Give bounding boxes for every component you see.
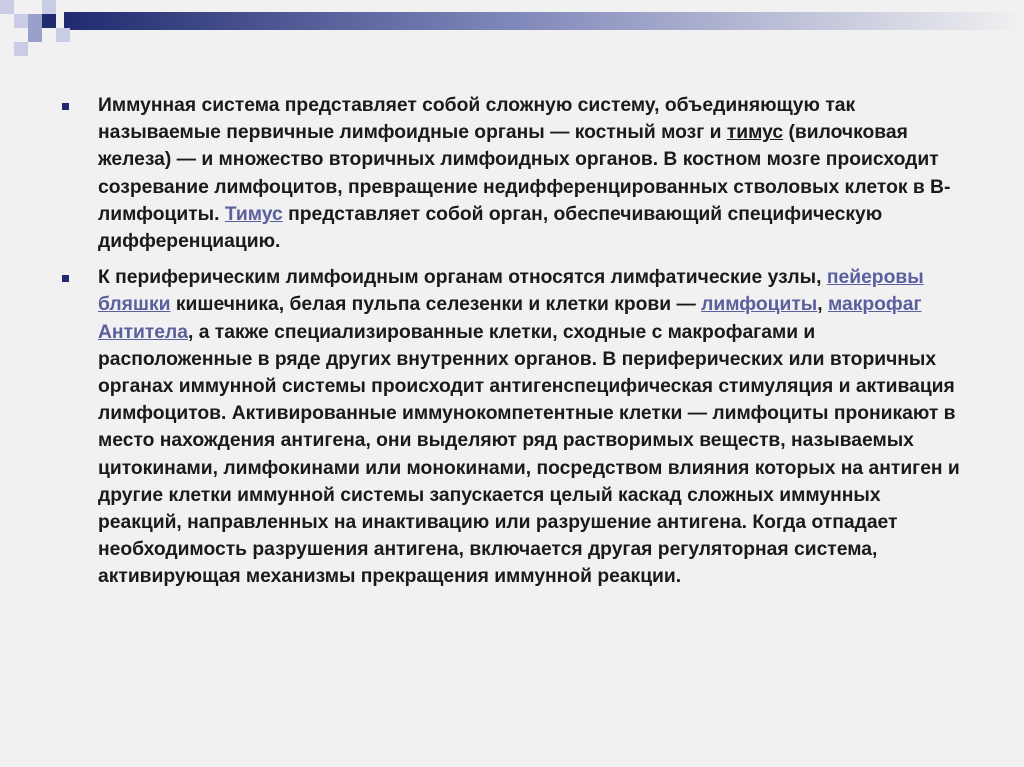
deco-square bbox=[14, 14, 28, 28]
paragraph-text: кишечника, белая пульпа селезенки и клетки крови — bbox=[170, 294, 702, 316]
bullet-item bbox=[56, 92, 966, 255]
paragraph-text: К периферическим лимфоидным органам относятся лимфатические узлы, bbox=[98, 267, 827, 289]
header-gradient-bar bbox=[64, 12, 1024, 30]
thymus-link[interactable]: тимус bbox=[726, 122, 784, 144]
thymus-link[interactable]: Тимус bbox=[224, 203, 283, 225]
paragraph-text: (вилочковая железа) — и множество вторичных лимфоидных органов. В костном мозге происходит созревание лимфоцитов, превращение недифференцированных стволовых клеток в В-лимфоциты. bbox=[98, 122, 951, 225]
deco-square bbox=[56, 28, 70, 42]
paragraph-text: представляет собой орган, обеспечивающий специфическую дифференциацию. bbox=[98, 203, 883, 253]
deco-square bbox=[0, 0, 14, 14]
paragraph-text: , bbox=[817, 294, 828, 316]
deco-square bbox=[28, 28, 42, 42]
deco-square bbox=[14, 42, 28, 56]
deco-square bbox=[42, 0, 56, 14]
paragraph-text: Иммунная система представляет собой сложную систему, объединяющую так называемые первичные лимфоидные органы — костный мозг и bbox=[98, 95, 856, 144]
peyer-patches-link[interactable]: пейеровы бляшки bbox=[98, 267, 924, 316]
lymphocytes-link[interactable]: лимфоциты bbox=[701, 294, 818, 316]
slide-content bbox=[56, 92, 966, 600]
paragraph-text: , а также специализированные клетки, сходные с макрофагами и расположенные в ряде других внутренних органов. В периферических или вторичных органах иммунной системы происходит антигенспецифическая стимуляция и активация лимфоцитов. Активированные иммунокомпетентные клетки — лимфоциты проникают в место нахождения антигена, они выделяют ряд растворимых веществ, называемых цитокинами, лимфокинами или монокинами, посредством влияния которых на антиген и другие клетки иммунной системы запускается целый каскад сложных иммунных реакций, направленных на инактивацию или разрушение антигена. Когда отпадает необходимость разрушения антигена, включается другая регуляторная система, активирующая механизмы прекращения иммунной реакции. bbox=[98, 321, 960, 588]
square-bullet-icon bbox=[62, 103, 69, 110]
square-bullet-icon bbox=[62, 275, 69, 282]
bullet-item bbox=[56, 264, 966, 590]
macrophage-antibody-link[interactable]: макрофаг Антитела bbox=[98, 294, 922, 343]
deco-square bbox=[28, 14, 42, 28]
header-decoration bbox=[0, 0, 1024, 60]
deco-square bbox=[42, 14, 56, 28]
